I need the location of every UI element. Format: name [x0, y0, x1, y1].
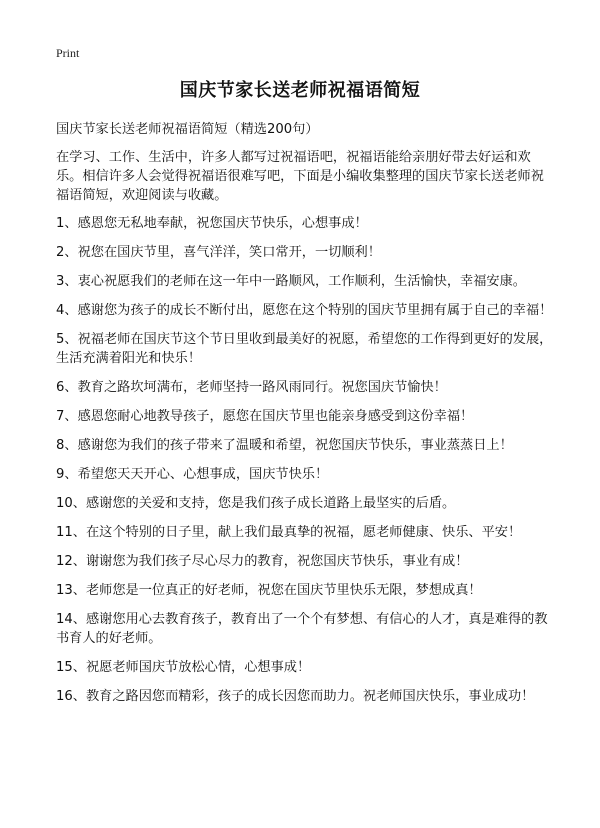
list-item: 6、教育之路坎坷满布，老师坚持一路风雨同行。祝您国庆节愉快！ [56, 380, 447, 395]
list-item: 14、感谢您用心去教育孩子，教育出了一个个有梦想、有信心的人才，真是难得的教书育人的好老师。 [56, 612, 548, 646]
list-item: 11、在这个特别的日子里，献上我们最真挚的祝福，愿老师健康、快乐、平安！ [56, 525, 522, 540]
list-item: 7、感恩您耐心地教导孩子，愿您在国庆节里也能亲身感受到这份幸福！ [56, 409, 474, 424]
list-item: 10、感谢您的关爱和支持，您是我们孩子成长道路上最坚实的后盾。 [56, 496, 456, 511]
wish-list [56, 214, 556, 706]
list-item: 8、感谢您为我们的孩子带来了温暖和希望，祝您国庆节快乐，事业蒸蒸日上！ [56, 438, 513, 453]
list-item: 16、教育之路因您而精彩，孩子的成长因您而助力。祝老师国庆快乐，事业成功！ [56, 689, 535, 704]
list-item: 15、祝愿老师国庆节放松心情，心想事成！ [56, 660, 311, 675]
document-subtitle: 国庆节家长送老师祝福语简短（精选200句） [56, 122, 319, 137]
list-item: 9、希望您天天开心、心想事成，国庆节快乐！ [56, 467, 329, 482]
list-item: 3、衷心祝愿我们的老师在这一年中一路顺风，工作顺利，生活愉快，幸福安康。 [56, 274, 526, 289]
list-item: 2、祝您在国庆节里，喜气洋洋，笑口常开，一切顺利！ [56, 245, 381, 260]
list-item: 5、祝福老师在国庆节这个节日里收到最美好的祝愿，希望您的工作得到更好的发展，生活充满着阳光和快乐！ [56, 332, 553, 366]
list-item: 13、老师您是一位真正的好老师，祝您在国庆节里快乐无限，梦想成真！ [56, 583, 482, 598]
print-link[interactable]: Print [56, 46, 80, 60]
document-body [56, 120, 556, 716]
list-item: 1、感恩您无私地奉献，祝您国庆节快乐，心想事成！ [56, 216, 368, 231]
document-title: 国庆节家长送老师祝福语简短 [179, 80, 421, 101]
list-item: 4、感谢您为孩子的成长不断付出，愿您在这个特别的国庆节里拥有属于自己的幸福！ [56, 303, 553, 318]
list-item: 12、谢谢您为我们孩子尽心尽力的教育，祝您国庆节快乐，事业有成！ [56, 554, 469, 569]
intro-paragraph: 在学习、工作、生活中，许多人都写过祝福语吧，祝福语能给亲朋好带去好运和欢乐。相信许多人会觉得祝福语很难写吧，下面是小编收集整理的国庆节家长送老师祝福语简短，欢迎阅读与收藏。 [56, 150, 544, 203]
